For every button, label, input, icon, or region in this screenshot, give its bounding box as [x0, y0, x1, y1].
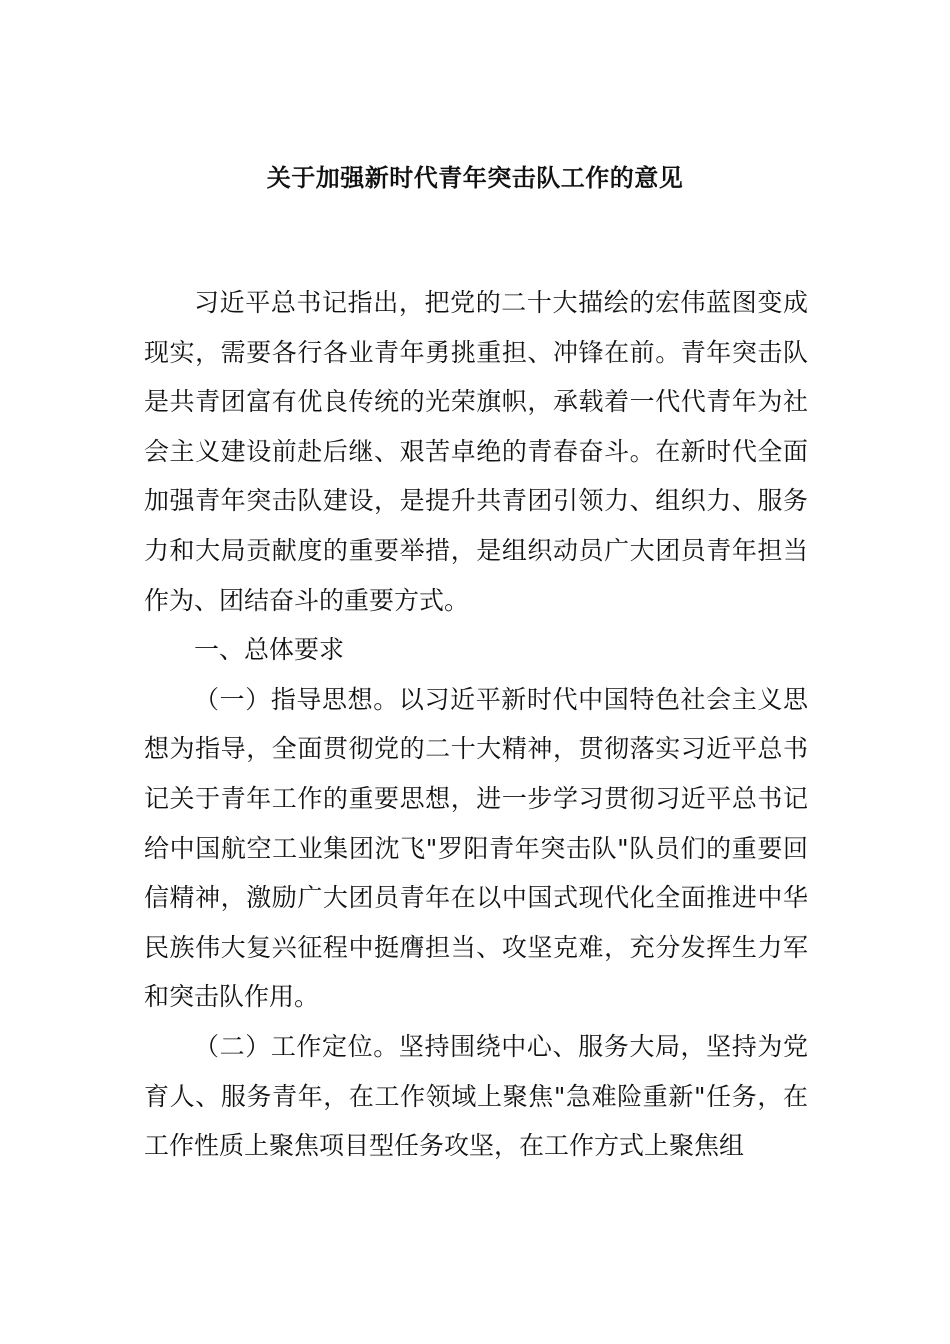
paragraph-intro: 习近平总书记指出，把党的二十大描绘的宏伟蓝图变成现实，需要各行各业青年勇挑重担、冲锋在前。青年突击队是共青团富有优良传统的光荣旗帜，承载着一代代青年为社会主义建设前赴后继、艰苦卓绝的青春奋斗。在新时代全面加强青年突击队建设，是提升共青团引领力、组织力、服务力和大局贡献度的重要举措，是组织动员广大团员青年担当作为、团结奋斗的重要方式。: [144, 288, 808, 615]
section-heading-general-requirements: 一、总体要求: [194, 635, 345, 665]
document-title: 关于加强新时代青年突击队工作的意见: [266, 164, 684, 192]
paragraph-work-positioning: （二）工作定位。坚持围绕中心、服务大局，坚持为党育人、服务青年，在工作领域上聚焦"急难险重新"任务，在工作性质上聚焦项目型任务攻坚，在工作方式上聚焦组: [144, 1031, 808, 1161]
document-body: [144, 278, 808, 1171]
paragraph-guiding-ideology: （一）指导思想。以习近平新时代中国特色社会主义思想为指导，全面贯彻党的二十大精神，贯彻落实习近平总书记关于青年工作的重要思想，进一步学习贯彻习近平总书记给中国航空工业集团沈飞"罗阳青年突击队"队员们的重要回信精神，激励广大团员青年在以中国式现代化全面推进中华民族伟大复兴征程中挺膺担当、攻坚克难，充分发挥生力军和突击队作用。: [144, 684, 808, 1012]
